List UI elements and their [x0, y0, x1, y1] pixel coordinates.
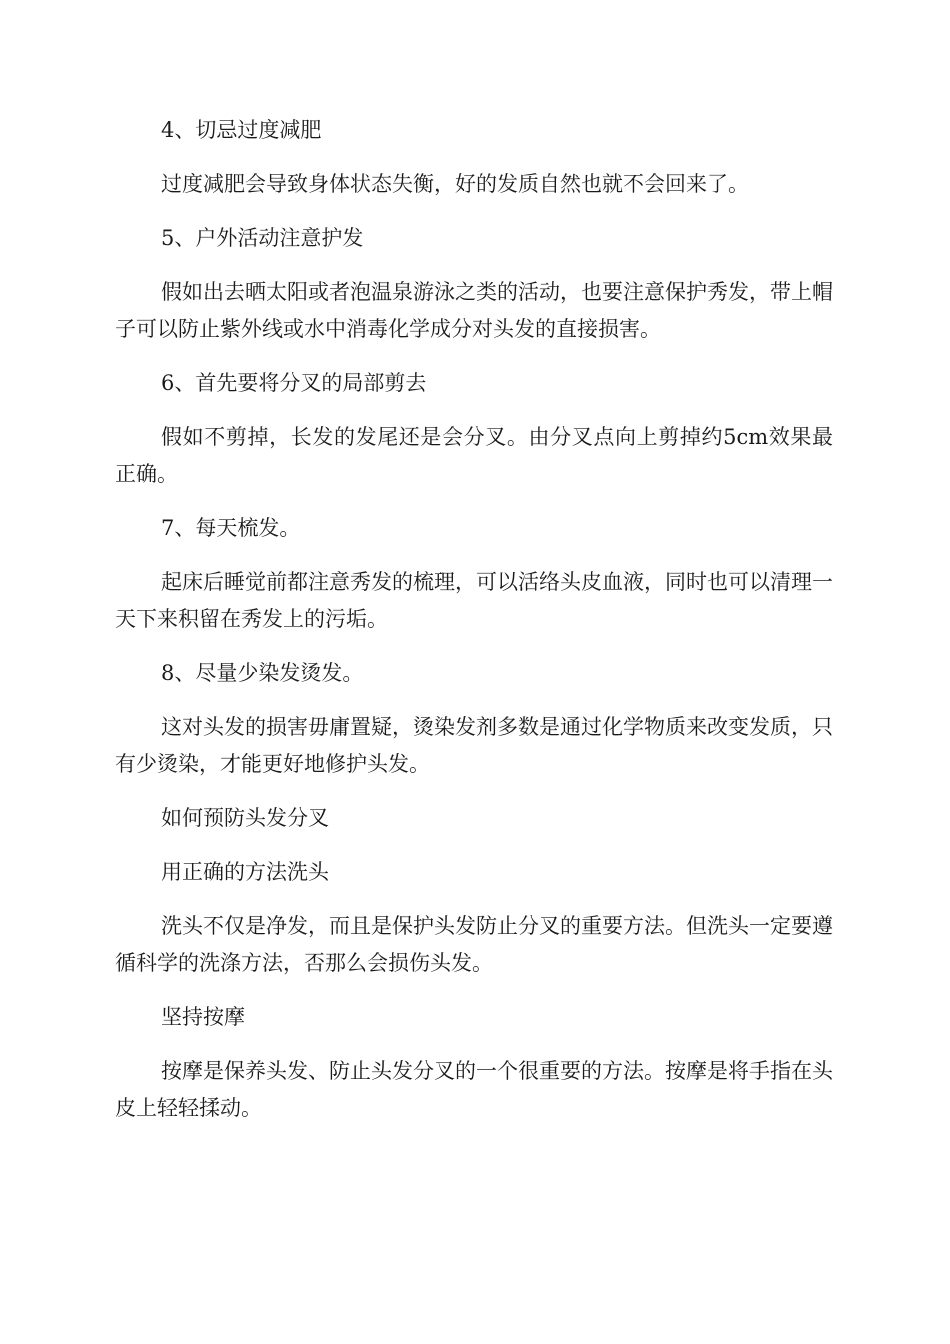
- paragraph: 起床后睡觉前都注意秀发的梳理，可以活络头皮血液，同时也可以清理一天下来积留在秀发上的污垢。: [115, 570, 833, 631]
- document-body: [115, 112, 833, 1144]
- heading-5-outdoor-hair-protection: 5、户外活动注意护发: [161, 226, 364, 250]
- heading-6-trim-split-ends: 6、首先要将分叉的局部剪去: [161, 371, 427, 395]
- heading-7-comb-daily: 7、每天梳发。: [161, 516, 301, 540]
- paragraph: 假如不剪掉，长发的发尾还是会分叉。由分叉点向上剪掉约5cm效果最正确。: [115, 425, 833, 486]
- subheading-proper-washing: 用正确的方法洗头: [161, 860, 329, 884]
- paragraph: 假如出去晒太阳或者泡温泉游泳之类的活动，也要注意保护秀发，带上帽子可以防止紫外线或水中消毒化学成分对头发的直接损害。: [115, 280, 833, 341]
- paragraph: 这对头发的损害毋庸置疑，烫染发剂多数是通过化学物质来改变发质，只有少烫染，才能更好地修护头发。: [115, 715, 833, 776]
- heading-4-avoid-overdieting: 4、切忌过度减肥: [161, 118, 322, 142]
- paragraph: 洗头不仅是净发，而且是保护头发防止分叉的重要方法。但洗头一定要遵循科学的洗涤方法，否那么会损伤头发。: [115, 914, 833, 975]
- section-heading-prevent-split-ends: 如何预防头发分叉: [161, 806, 329, 830]
- heading-8-less-dye-perm: 8、尽量少染发烫发。: [161, 661, 364, 685]
- subheading-massage: 坚持按摩: [161, 1005, 245, 1029]
- paragraph: 按摩是保养头发、防止头发分叉的一个很重要的方法。按摩是将手指在头皮上轻轻揉动。: [115, 1059, 833, 1120]
- paragraph: 过度减肥会导致身体状态失衡，好的发质自然也就不会回来了。: [161, 172, 749, 196]
